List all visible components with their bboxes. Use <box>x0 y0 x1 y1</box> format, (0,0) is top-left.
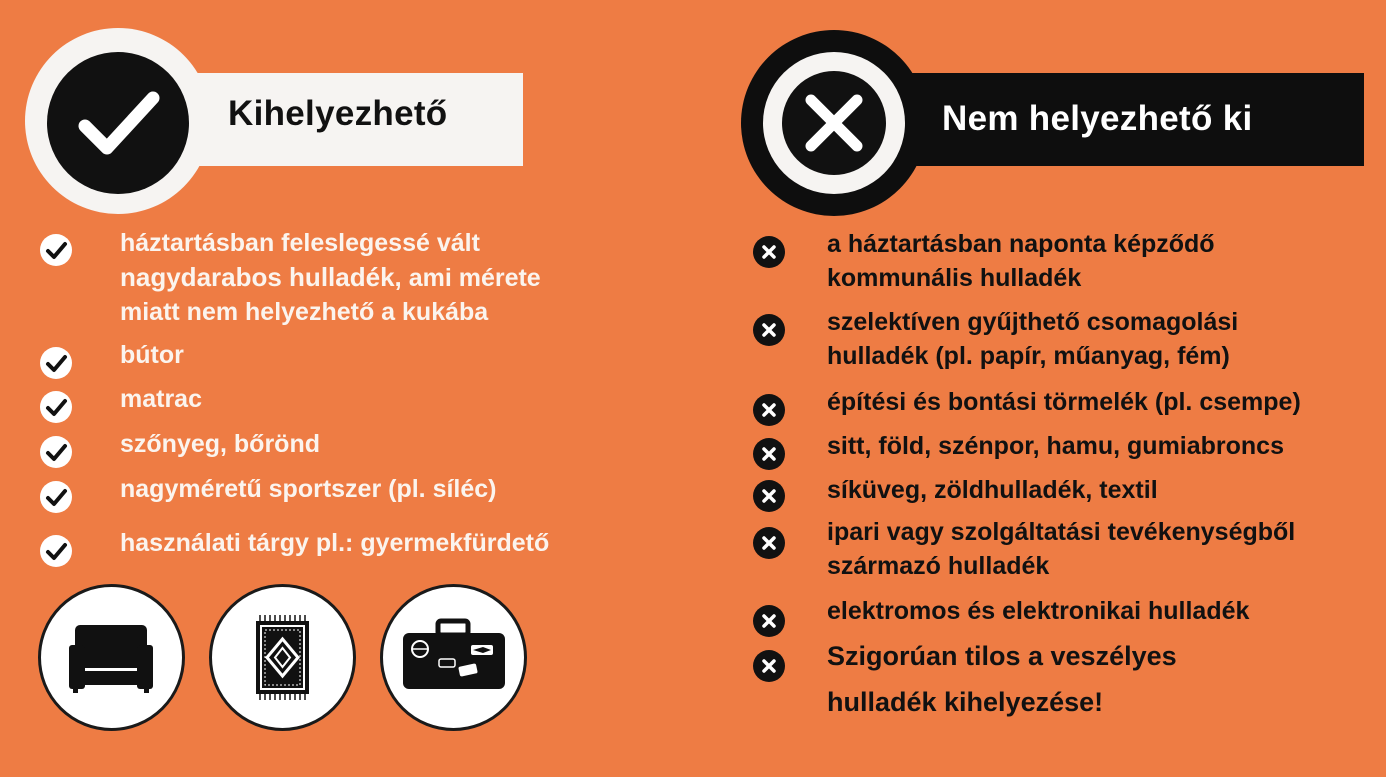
check-bullet-icon <box>40 234 72 266</box>
list-item-text: ami mérete <box>401 264 541 292</box>
x-bullet-icon <box>753 438 785 470</box>
check-bullet-icon <box>40 347 72 379</box>
list-item-line: szelektíven gyűjthető csomagolási <box>827 308 1239 336</box>
x-bullet-icon <box>753 605 785 637</box>
list-item <box>827 515 1295 583</box>
emphasis-text: nagydarabos hulladék, <box>120 262 402 292</box>
list-item: bútor <box>120 341 184 369</box>
list-item: szőnyeg, bőrönd <box>120 430 320 458</box>
x-bullet-icon <box>753 527 785 559</box>
x-bullet-icon <box>753 394 785 426</box>
list-item-line <box>120 260 541 295</box>
list-item: építési és bontási törmelék (pl. csempe) <box>827 388 1301 416</box>
check-bullet-icon <box>40 535 72 567</box>
check-bullet-icon <box>40 391 72 423</box>
forbidden-title: Nem helyezhető ki <box>942 99 1253 138</box>
list-item: használati tárgy pl.: gyermekfürdető <box>120 529 550 557</box>
check-bullet-icon <box>40 481 72 513</box>
armchair-icon <box>38 584 185 731</box>
list-item <box>827 305 1238 373</box>
list-item: matrac <box>120 385 202 413</box>
list-item-line: származó hulladék <box>827 552 1050 580</box>
list-item: nagyméretű sportszer (pl. síléc) <box>120 475 497 503</box>
list-item <box>120 226 541 329</box>
x-bullet-icon <box>753 314 785 346</box>
list-item-line: miatt nem helyezhető a kukába <box>120 298 489 326</box>
x-bullet-icon <box>753 480 785 512</box>
allowed-title: Kihelyezhető <box>228 94 448 133</box>
list-item-line: kommunális hulladék <box>827 264 1082 292</box>
list-item: sitt, föld, szénpor, hamu, gumiabroncs <box>827 432 1284 460</box>
x-bullet-icon <box>753 650 785 682</box>
suitcase-icon <box>380 584 527 731</box>
warning-item <box>827 633 1177 725</box>
rug-icon <box>209 584 356 731</box>
checkmark-icon <box>47 52 189 194</box>
x-mark-icon <box>763 52 905 194</box>
list-item: elektromos és elektronikai hulladék <box>827 597 1250 625</box>
list-item <box>827 227 1215 295</box>
list-item-line: a háztartásban naponta képződő <box>827 230 1215 258</box>
warning-line: hulladék kihelyezése! <box>827 687 1104 717</box>
list-item: síküveg, zöldhulladék, textil <box>827 476 1158 504</box>
check-bullet-icon <box>40 436 72 468</box>
list-item-line: ipari vagy szolgáltatási tevékenységből <box>827 518 1296 546</box>
x-bullet-icon <box>753 236 785 268</box>
warning-line: Szigorúan tilos a veszélyes <box>827 641 1177 671</box>
list-item-line: hulladék (pl. papír, műanyag, fém) <box>827 342 1230 370</box>
list-item-line: háztartásban feleslegessé vált <box>120 229 480 257</box>
